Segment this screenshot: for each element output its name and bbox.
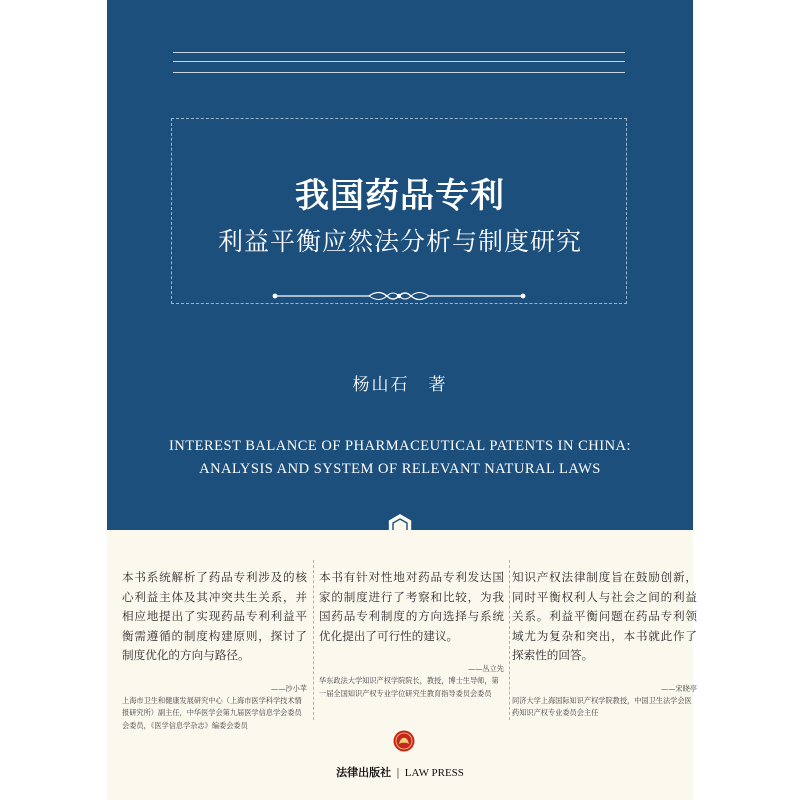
publisher-separator: | [396,766,400,779]
endorsement-credentials: 华东政法大学知识产权学院院长，教授，博士生导师，第一届全国知识产权专业学位研究生教育指导委员会委员 [319,676,499,698]
book-author: 杨山石 著 [352,375,448,395]
endorsement-quote: 本书系统解析了药品专利涉及的核心利益主体及其冲突共生关系，并相应地提出了实现药品专利利益平衡需遵循的制度构建原则，探讨了制度优化的方向与路径。 [122,570,307,662]
endorsement-signature: ——丛立先 [468,664,504,673]
endorsement-signature: ——宋晓亭 [661,683,697,693]
endorsement-credentials: 上海市卫生和健康发展研究中心（上海市医学科学技术情报研究所）副主任，中华医学会第九届医学信息学会委员会委员，《医学信息学杂志》编委会委员 [122,695,302,730]
decorative-rule [173,72,625,73]
english-title-line1: INTEREST BALANCE OF PHARMACEUTICAL PATENTS IN CHINA: [168,438,632,454]
ornament-divider-icon [269,286,529,306]
column-divider [509,560,510,720]
publisher-line [107,764,693,780]
endorsement-2 [319,568,504,700]
endorsement-signature: ——沙小苹 [271,683,307,693]
endorsement-credentials: 同济大学上海国际知识产权学院教授，中国卫生法学会医药知识产权专业委员会主任 [512,695,692,717]
english-title-line2: ANALYSIS AND SYSTEM OF RELEVANT NATURAL LAWS [199,461,601,477]
publisher-name-cn: 法律出版社 [336,766,392,779]
endorsement-1 [122,568,307,732]
cover-top-panel [107,0,693,530]
law-press-logo-icon [393,730,415,752]
endorsement-quote: 本书有针对性地对药品专利发达国家的制度进行了考察和比较，为我国药品专利制度的方向选择与系统优化提出了可行性的建议。 [319,570,504,643]
book-cover [107,0,697,800]
decorative-rule [173,61,625,62]
book-title: 我国药品专利 [295,176,505,216]
column-divider [313,560,314,720]
decorative-rule [173,52,625,53]
endorsement-quote: 知识产权法律制度旨在鼓励创新，同时平衡权利人与社会之间的利益关系。利益平衡问题在药品专利领域尤为复杂和突出，本书就此作了探索性的回答。 [512,570,697,662]
publisher-name-en: LAW PRESS [404,767,464,779]
endorsement-3 [512,568,697,720]
book-subtitle: 利益平衡应然法分析与制度研究 [217,227,582,256]
